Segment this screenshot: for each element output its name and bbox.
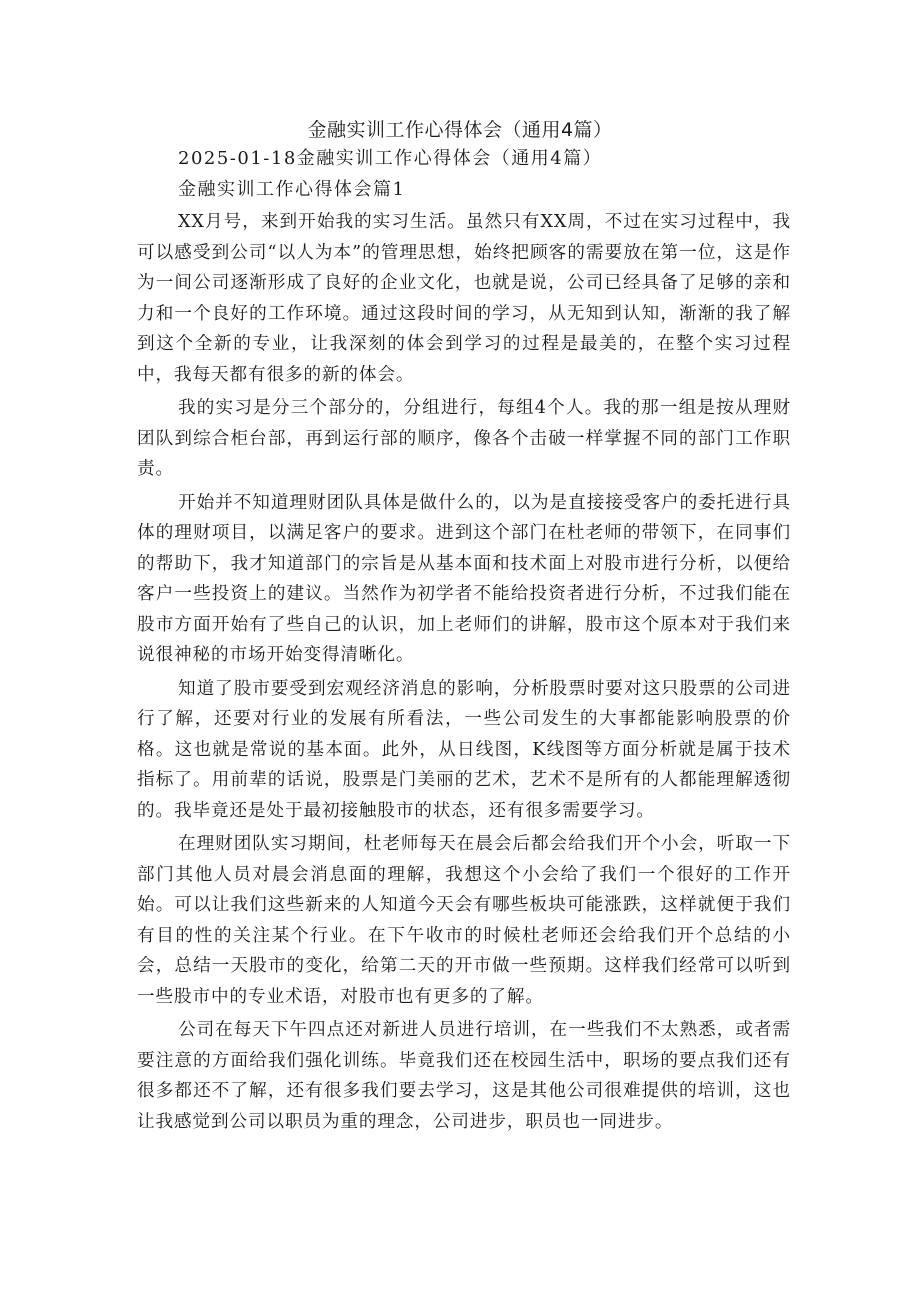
date-line: 2025-01-18金融实训工作心得体会（通用4篇） [178, 148, 603, 169]
document-title: 金融实训工作心得体会（通用4篇） [307, 119, 613, 141]
paragraph-2: 我的实习是分三个部分的，分组进行，每组4个人。我的那一组是按从理财团队到综合柜台部，再到运行部的顺序，像各个击破一样掌握不同的部门工作职责。 [137, 398, 791, 479]
paragraph-6: 公司在每天下午四点还对新进人员进行培训，在一些我们不太熟悉，或者需要注意的方面给我们强化训练。毕竟我们还在校园生活中，职场的要点我们还有很多都还不了解，还有很多我们要去学习，这是其他公司很难提供的培训，这也让我感觉到公司以职员为重的理念，公司进步，职员也一同进步。 [137, 1020, 791, 1132]
paragraph-3: 开始并不知道理财团队具体是做什么的，以为是直接接受客户的委托进行具体的理财项目，以满足客户的要求。进到这个部门在杜老师的带领下，在同事们的帮助下，我才知道部门的宗旨是从基本面和技术面上对股市进行分析，以便给客户一些投资上的建议。当然作为初学者不能给投资者进行分析，不过我们能在股市方面开始有了些自己的认识，加上老师们的讲解，股市这个原本对于我们来说很神秘的市场开始变得清晰化。 [137, 492, 791, 665]
section-heading: 金融实训工作心得体会篇1 [178, 179, 406, 200]
paragraph-5: 在理财团队实习期间，杜老师每天在晨会后都会给我们开个小会，听取一下部门其他人员对晨会消息面的理解，我想这个小会给了我们一个很好的工作开始。可以让我们这些新来的人知道今天会有哪些板块可能涨跌，这样就便于我们有目的性的关注某个行业。在下午收市的时候杜老师还会给我们开个总结的小会，总结一天股市的变化，给第二天的开市做一些预期。这样我们经常可以听到一些股市中的专业术语，对股市也有更多的了解。 [137, 834, 791, 1007]
paragraph-1: XX月号，来到开始我的实习生活。虽然只有XX周，不过在实习过程中，我可以感受到公司“以人为本”的管理思想，始终把顾客的需要放在第一位，这是作为一间公司逐渐形成了良好的企业文化，也就是说，公司已经具备了足够的亲和力和一个良好的工作环境。通过这段时间的学习，从无知到认知，渐渐的我了解到这个全新的专业，让我深刻的体会到学习的过程是最美的，在整个实习过程中，我每天都有很多的新的体会。 [137, 212, 791, 385]
paragraph-4: 知道了股市要受到宏观经济消息的影响，分析股票时要对这只股票的公司进行了解，还要对行业的发展有所看法，一些公司发生的大事都能影响股票的价格。这也就是常说的基本面。此外，从日线图，K线图等方面分析就是属于技术指标了。用前辈的话说，股票是门美丽的艺术，艺术不是所有的人都能理解透彻的。我毕竟还是处于最初接触股市的状态，还有很多需要学习。 [137, 678, 791, 821]
document-body [137, 144, 791, 1140]
